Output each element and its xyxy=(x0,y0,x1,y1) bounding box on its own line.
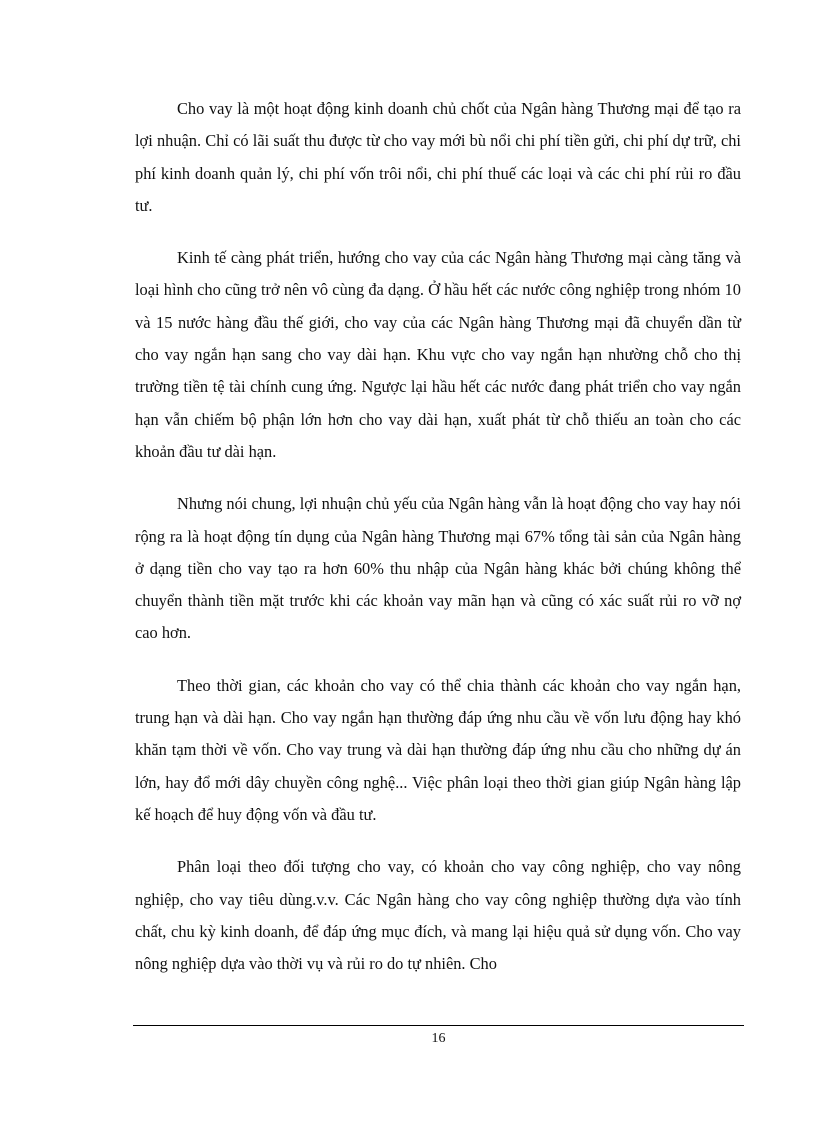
paragraph-1: Cho vay là một hoạt động kinh doanh chủ chốt của Ngân hàng Thương mại để tạo ra lợi nhuận. Chỉ có lãi suất thu được từ cho vay mới bù nổi chi phí tiền gửi, chi phí dự trữ, chi phí kinh doanh quản lý, chi phí vốn trôi nổi, chi phí thuế các loại và các chi phí rủi ro đầu tư. xyxy=(135,99,741,215)
footer-divider xyxy=(133,1025,744,1026)
paragraph-2: Kinh tế càng phát triển, hướng cho vay của các Ngân hàng Thương mại càng tăng và loại hình cho cũng trở nên vô cùng đa dạng. Ở hầu hết các nước công nghiệp trong nhóm 10 và 15 nước hàng đầu thế giới, cho vay của các Ngân hàng Thương mại đã chuyển dần từ cho vay ngắn hạn sang cho vay dài hạn. Khu vực cho vay ngắn hạn nhường chỗ cho thị trường tiền tệ tài chính cung ứng. Ngược lại hầu hết các nước đang phát triển cho vay ngắn hạn vẫn chiếm bộ phận lớn hơn cho vay dài hạn, xuất phát từ chỗ thiếu an toàn cho các khoản đầu tư dài hạn. xyxy=(135,248,741,461)
page-body xyxy=(135,93,741,1000)
paragraph-5: Phân loại theo đối tượng cho vay, có khoản cho vay công nghiệp, cho vay nông nghiệp, cho vay tiêu dùng.v.v. Các Ngân hàng cho vay công nghiệp thường dựa vào tính chất, chu kỳ kinh doanh, để đáp ứng mục đích, và mang lại hiệu quả sử dụng vốn. Cho vay nông nghiệp dựa vào thời vụ và rủi ro do tự nhiên. Cho xyxy=(135,857,741,974)
page-number: 16 xyxy=(431,1031,446,1046)
paragraph-3: Nhưng nói chung, lợi nhuận chủ yếu của Ngân hàng vẫn là hoạt động cho vay hay nói rộng ra là hoạt động tín dụng của Ngân hàng Thương mại 67% tổng tài sản của Ngân hàng ở dạng tiền cho vay tạo ra hơn 60% thu nhập của Ngân hàng khác bởi chúng không thể chuyển thành tiền mặt trước khi các khoản vay mãn hạn và cũng có xác suất rủi ro vỡ nợ cao hơn. xyxy=(135,494,741,643)
paragraph-4: Theo thời gian, các khoản cho vay có thể chia thành các khoản cho vay ngắn hạn, trung hạn và dài hạn. Cho vay ngắn hạn thường đáp ứng nhu cầu về vốn lưu động hay khó khăn tạm thời về vốn. Cho vay trung và dài hạn thường đáp ứng nhu cầu cho những dự án lớn, hay đổ mới dây chuyền công nghệ... Việc phân loại theo thời gian giúp Ngân hàng lập kế hoạch để huy động vốn và đầu tư. xyxy=(135,675,741,824)
